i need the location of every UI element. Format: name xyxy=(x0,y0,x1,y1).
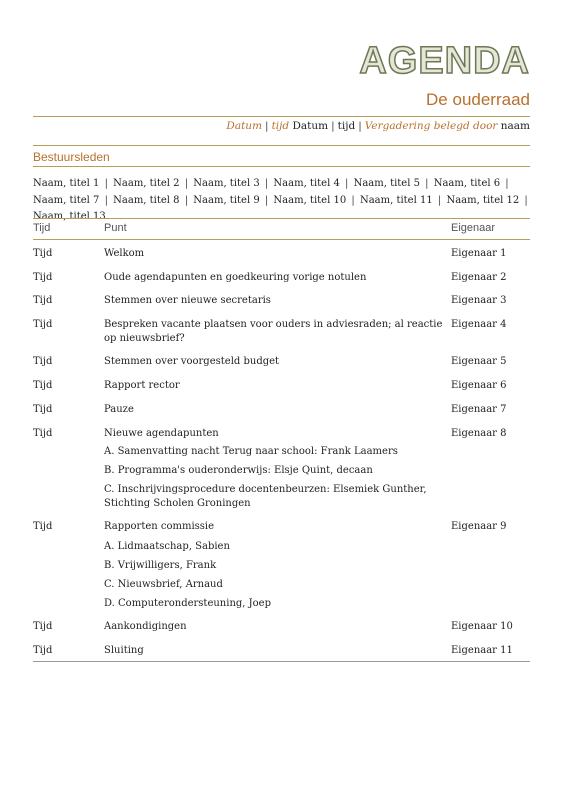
header-item: Punt xyxy=(104,222,127,234)
table-top-rule xyxy=(33,218,530,219)
meta-separator: | xyxy=(265,120,269,132)
board-member: Naam, titel 9 xyxy=(193,194,260,206)
row-time: Tijd xyxy=(33,272,53,283)
row-item: Aankondigingen xyxy=(104,621,187,632)
row-item: Bespreken vacante plaatsen voor ouders in adviesraden; al reactie op nieuwsbrief? xyxy=(104,319,443,344)
row-time: Tijd xyxy=(33,645,53,656)
board-member: Naam, titel 6 xyxy=(433,178,501,189)
board-heading: Bestuursleden xyxy=(33,150,110,164)
table-bottom-rule xyxy=(33,661,530,662)
board-member: Naam, titel 2 xyxy=(113,178,180,189)
sub-item: D. Computerondersteuning, Joep xyxy=(104,598,271,609)
header-divider xyxy=(33,116,530,117)
row-owner: Eigenaar 3 xyxy=(451,295,507,306)
row-item: Stemmen over voorgesteld budget xyxy=(104,356,280,367)
called-by-label: Vergadering belegd door xyxy=(364,120,498,132)
member-separator: | xyxy=(101,178,112,189)
sub-item: B. Programma's ouderonderwijs: Elsje Quint, decaan xyxy=(104,465,373,476)
board-member: Naam, titel 4 xyxy=(273,178,340,189)
row-item: Pauze xyxy=(104,404,134,415)
board-member: Naam, titel 1 xyxy=(33,178,100,189)
row-item: Rapport rector xyxy=(104,380,180,391)
board-member: Naam, titel 10 xyxy=(273,194,347,206)
row-item: Oude agendapunten en goedkeuring vorige notulen xyxy=(104,272,367,283)
sub-item: B. Vrijwilligers, Frank xyxy=(104,560,217,571)
board-member: Naam, titel 11 xyxy=(359,194,433,206)
time-value: tijd xyxy=(337,120,356,132)
member-separator: | xyxy=(434,194,445,206)
page-title: AGENDA xyxy=(359,40,530,82)
row-owner: Eigenaar 10 xyxy=(451,621,513,632)
sub-item: C. Nieuwsbrief, Arnaud xyxy=(104,579,223,590)
board-member: Naam, titel 3 xyxy=(193,178,260,189)
row-item: Nieuwe agendapunten xyxy=(104,428,219,439)
row-time: Tijd xyxy=(33,621,53,632)
page-subtitle: De ouderraad xyxy=(426,90,530,109)
row-owner: Eigenaar 5 xyxy=(451,356,507,367)
row-owner: Eigenaar 8 xyxy=(451,428,507,439)
row-time: Tijd xyxy=(33,248,53,259)
row-time: Tijd xyxy=(33,521,53,532)
row-owner: Eigenaar 1 xyxy=(451,248,507,259)
row-time: Tijd xyxy=(33,356,53,367)
row-owner: Eigenaar 9 xyxy=(451,521,507,532)
row-time: Tijd xyxy=(33,428,53,439)
sub-item: C. Inschrijvingsprocedure docentenbeurzen: Elsemiek Gunther, Stichting Scholen Groningen xyxy=(104,484,427,509)
row-time: Tijd xyxy=(33,404,53,415)
row-item: Welkom xyxy=(104,248,145,259)
header-owner: Eigenaar xyxy=(451,222,496,234)
member-separator: | xyxy=(101,194,112,206)
row-item: Rapporten commissie xyxy=(104,521,215,532)
member-separator: | xyxy=(521,194,528,206)
row-owner: Eigenaar 2 xyxy=(451,272,507,283)
row-time: Tijd xyxy=(33,319,53,330)
section-divider-bottom xyxy=(33,166,530,167)
row-owner: Eigenaar 7 xyxy=(451,404,507,415)
board-member: Naam, titel 13 xyxy=(33,211,106,222)
row-time: Tijd xyxy=(33,295,53,306)
date-label: Datum xyxy=(226,120,263,132)
section-divider-top xyxy=(33,145,530,146)
row-owner: Eigenaar 11 xyxy=(451,645,513,656)
meeting-meta xyxy=(226,120,530,132)
member-separator: | xyxy=(181,178,192,189)
board-member: Naam, titel 12 xyxy=(446,194,520,206)
time-label: tijd xyxy=(271,120,290,132)
board-member: Naam, titel 8 xyxy=(113,194,180,206)
row-owner: Eigenaar 4 xyxy=(451,319,507,330)
agenda-page xyxy=(33,0,530,800)
member-separator: | xyxy=(341,178,352,189)
member-separator: | xyxy=(421,178,432,189)
date-value: Datum xyxy=(292,120,329,132)
meta-separator: | xyxy=(358,120,362,132)
row-item: Sluiting xyxy=(104,645,144,656)
member-separator: | xyxy=(261,194,272,206)
called-by-value: naam xyxy=(500,120,530,132)
member-separator: | xyxy=(502,178,509,189)
row-item: Stemmen over nieuwe secretaris xyxy=(104,295,271,306)
member-separator: | xyxy=(181,194,192,206)
sub-item: A. Lidmaatschap, Sabien xyxy=(104,541,230,552)
member-separator: | xyxy=(348,194,358,206)
header-time: Tijd xyxy=(33,222,51,234)
meta-separator: | xyxy=(331,120,335,132)
board-member: Naam, titel 7 xyxy=(33,194,100,206)
row-time: Tijd xyxy=(33,380,53,391)
board-member: Naam, titel 5 xyxy=(353,178,420,189)
sub-item: A. Samenvatting nacht Terug naar school: Frank Laamers xyxy=(104,446,398,457)
member-separator: | xyxy=(261,178,272,189)
table-header-rule xyxy=(33,239,530,240)
row-owner: Eigenaar 6 xyxy=(451,380,507,391)
